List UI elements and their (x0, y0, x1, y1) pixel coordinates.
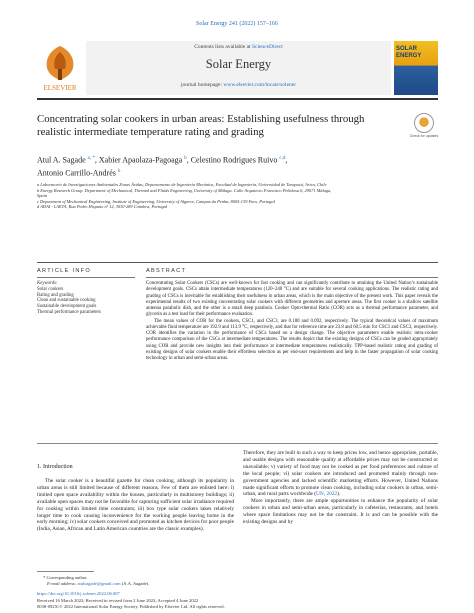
body-paragraph: More importantly, there are ample opportunities to enhance the popularity of solar cookers in urban and semi-urban areas, particularly in cafeterias, restaurants, and hotels where space limitations may not be the constraint. It is and can be possible with the existing designs and by (243, 498, 438, 526)
keyword: Sustainable development goals (37, 304, 97, 310)
affiliation: d ADAI - LAETA, Rua Pedro Hispano nº 12, 3030-289 Coimbra, Portugal (37, 204, 168, 210)
article-info-divider (37, 277, 135, 278)
keyword: Rating and grading (37, 292, 74, 298)
homepage-line: journal homepage: www.elsevier.com/locate/solener (180, 82, 297, 88)
paper-title: Concentrating solar cookers in urban areas: Establishing usefulness through realistic intermediate temperature rating and grading (37, 113, 365, 138)
body-paragraph: Therefore, they are built in such a way to keep prices low, and hence appropriate, portable, and usable designs with reasonable quality at affordable prices may not be constructed or unavailable; v) variety of food may not be cooked as per food preferences and culture of the local people; vi) solar cookers are introduced and promoted mainly through non-government agencies and lacked scientific marketing efforts. However, United Nations made significant efforts to promote clean cooking, including solar cookers in urban, semi-urban, and rural parts worldwide (UN, 2022). (243, 450, 438, 498)
author-affiliation-mark[interactable]: b (117, 168, 121, 174)
abstract-end-divider (37, 443, 438, 444)
email-note: E-mail address: atulsagade@gmail.com (A.A. Sagade). (47, 581, 150, 587)
body-column-right (243, 450, 438, 526)
elsevier-logo (37, 42, 83, 94)
keyword: Clean and sustainable cooking (37, 298, 96, 304)
corresponding-author-note: * Corresponding author. (43, 575, 88, 580)
author-affiliation-mark[interactable]: c,d (279, 156, 286, 161)
check-for-updates-icon[interactable] (414, 113, 434, 133)
received-dates: Received 16 March 2022; Received in revised form 2 June 2022; Accepted 4 June 2022 (37, 597, 199, 603)
affiliation: c Department of Mechanical Engineering, Institute of Engineering, University of Algarve, Campus da Penha, 8005-139 Faro, Portugal (37, 198, 275, 204)
keywords-label: Keywords: (37, 281, 58, 286)
affiliation: a Laboratorio de Investigaciones Ambientales Zonas Áridas, Departamento de Ingeniería Mecánica, Facultad de Ingeniería, Universidad de Tarapacá, Arica, Chile (37, 182, 327, 187)
keyword: Solar cookers (37, 286, 64, 292)
journal-citation[interactable]: Solar Energy 241 (2022) 157–166 (196, 21, 278, 27)
introduction-heading: 1. Introduction (37, 464, 73, 470)
author-name[interactable]: Celestino Rodrigues Ruivo (190, 155, 278, 165)
affiliation-list (37, 182, 437, 210)
abstract-paragraph: Concentrating Solar Cookers (CSCs) are well-known for fast cooking and can significantly contribute to attaining the United Nation’s sustainable development goals. CSCs attain intermediate temperatures (120–240 °C) and are suitable for several cooking applications. The realistic rating and grading of CSCs is inevitable for establishing their usefulness in urban areas, which is the main objective of the present work. This paper reveals the experimental results of two existing concentrating solar cookers with different geometries and aperture areas. The first cooker is a shallow satellite antenna parabolic dish, and the other is a small deep parabola. Cooker Opto-thermal Ratio (COR) acts as a thermal performance parameter, and glycerin as a test load for their performance evaluation. (146, 281, 438, 318)
sciencedirect-link[interactable]: ScienceDirect (251, 44, 283, 50)
author-name[interactable]: Xabier Apaolaza-Pagoaga (98, 155, 183, 165)
body-column-left (37, 478, 234, 533)
affiliation: Spain (37, 193, 48, 199)
svg-text:ELSEVIER: ELSEVIER (43, 84, 77, 92)
citation-link[interactable]: UN, 2022 (316, 491, 338, 498)
affiliation: b Energy Research Group. Department of Mechanical, Thermal and Fluids Engineering, University of Málaga. Calle Arquitecto Francisco Peñalosa 6, 29071 Málaga, (37, 187, 332, 193)
author-list: Atul A. Sagade $^{a, *}$, Xabier Apaolaza-Pagoaga $^b$, Celestino Rodrigues Ruivo $^{c,d}$, Antonio Carrillo-Andrés $^b$ (37, 155, 288, 178)
article-info-heading: ARTICLE INFO (37, 268, 92, 274)
footnotes (37, 575, 437, 610)
abstract-body (146, 281, 438, 362)
doi-link[interactable]: https://doi.org/10.1016/j.solener.2022.06.007 (37, 591, 120, 597)
keyword: Thermal performance parameters (37, 309, 101, 315)
check-for-updates-label[interactable]: Check for updates (409, 134, 439, 138)
footnote-divider (37, 571, 94, 572)
section-divider (37, 262, 438, 263)
abstract-divider (146, 277, 438, 278)
email-link[interactable]: atulsagade@gmail.com (77, 581, 121, 587)
contents-line: Contents lists available at ScienceDirect (194, 44, 283, 50)
body-paragraph: The solar cooker is a beautiful gazette for clean cooking, although its popularity in urban areas is still limited because of different reasons. Few of them are enlisted here: i) limited open space availability within the houses, particularly in multistorey buildings; ii) available open spaces may not be favorable for capturing sufficient solar irradiance required for cooking within limited time constraints; iii) box type solar cookers takes relatively longer time to cook causing inconvenience for the working people leaving home in the early morning; iv) solar cookers conceived and promoted as kitchen devices for poor people (India, Asian, African and Latin American countries are the classic examples). (37, 478, 234, 533)
homepage-link[interactable]: www.elsevier.com/locate/solener (223, 82, 297, 88)
header-divider (37, 98, 438, 100)
author-name[interactable]: Antonio Carrillo-Andrés (37, 168, 116, 178)
abstract-paragraph: The mean values of COR for the cookers, CSC1, and CSC3, are 0.180 and 0.092, respectively. The typical theoretical values of maximum achievable fluid temperature are 192.9 and 113.9 °C, respectively, and that for reference time are 23.8 and 60.5 min for CSC1 and CSC3, respectively. COR identifies the variation in the performance of CSCs based on a design change. The objective parameters enable realistic intra-cooker performance comparison of the CSCs at intermediate temperatures. The results depict that the existing designs of CSCs can be graded appropriately using COR and provide new insights into their performance at intermediate temperatures realistically. TPP-based realistic rating and grading of existing designs of solar cookers enable their effortless selection as per end-user requirements and help in the faster propagation of solar cooking technology in urban and semi-urban areas. (146, 318, 438, 361)
author-name[interactable]: Atul A. Sagade (37, 155, 86, 165)
copyright-notice: 0038-092X/© 2022 International Solar Energy Society. Published by Elsevier Ltd. All rights reserved. (37, 603, 225, 609)
author-affiliation-mark[interactable]: b (184, 156, 187, 161)
abstract-heading: ABSTRACT (146, 268, 187, 274)
journal-title: Solar Energy (205, 57, 272, 71)
journal-cover-text: SOLAR ENERGY (396, 46, 422, 59)
keywords-list (37, 281, 137, 316)
author-affiliation-mark[interactable]: a, * (87, 156, 95, 161)
